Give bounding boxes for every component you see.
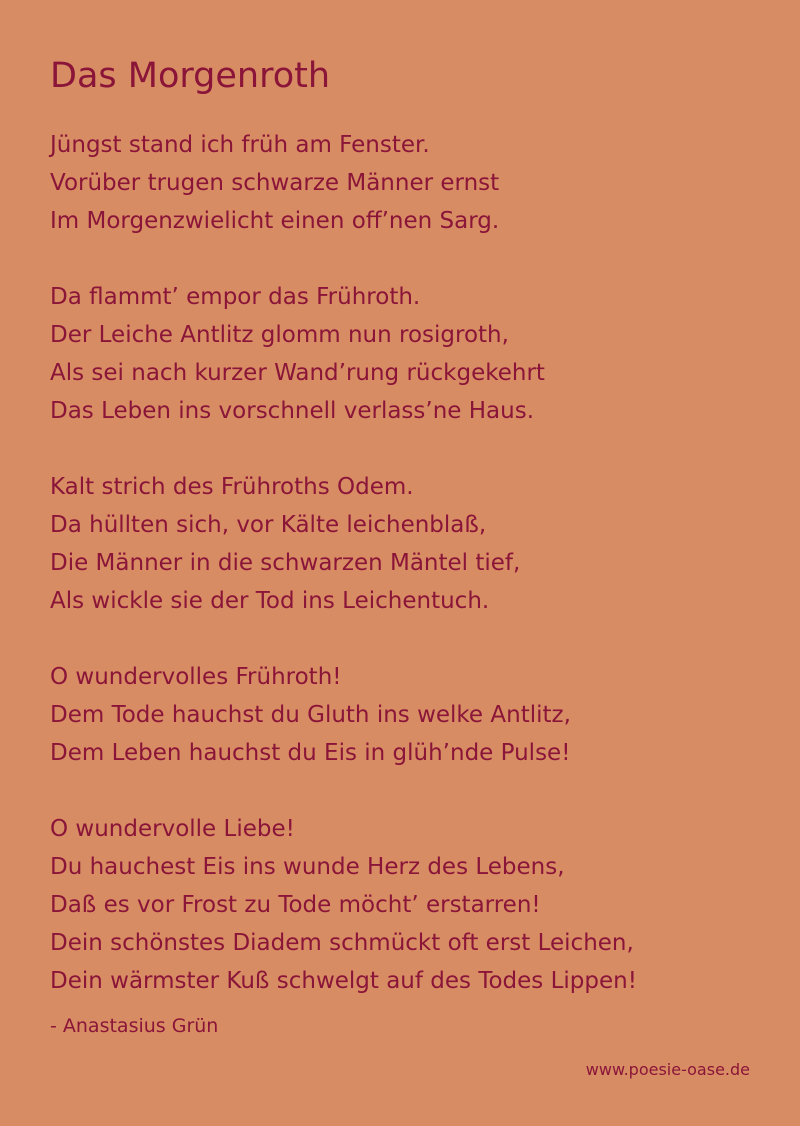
poem-line: Da hüllten sich, vor Kälte leichenblaß,	[50, 512, 487, 538]
poem-line: Dein wärmster Kuß schwelgt auf des Todes Lippen!	[50, 968, 637, 994]
poem-line: Im Morgenzwielicht einen off’nen Sarg.	[50, 208, 500, 234]
poem-line: O wundervolle Liebe!	[50, 816, 295, 842]
poem-line: Kalt strich des Frühroths Odem.	[50, 474, 414, 500]
stanza-2	[50, 278, 770, 430]
poem-line: Als sei nach kurzer Wand’rung rückgekehrt	[50, 360, 545, 386]
poem-line: Da flammt’ empor das Frühroth.	[50, 284, 421, 310]
poem-line: Vorüber trugen schwarze Männer ernst	[50, 170, 500, 196]
poem-line: Als wickle sie der Tod ins Leichentuch.	[50, 588, 490, 614]
poem-line: Der Leiche Antlitz glomm nun rosigroth,	[50, 322, 509, 348]
poem-line: Dem Tode hauchst du Gluth ins welke Antlitz,	[50, 702, 571, 728]
website-link[interactable]: www.poesie-oase.de	[585, 1060, 750, 1079]
poem-line: O wundervolles Frühroth!	[50, 664, 342, 690]
stanza-3	[50, 468, 770, 620]
poem-line: Dein schönstes Diadem schmückt oft erst Leichen,	[50, 930, 634, 956]
stanza-4	[50, 658, 770, 772]
poem-line: Du hauchest Eis ins wunde Herz des Lebens,	[50, 854, 565, 880]
poem-line: Jüngst stand ich früh am Fenster.	[50, 132, 430, 158]
stanza-5	[50, 810, 770, 1000]
stanza-1	[50, 126, 770, 240]
poem-line: Dem Leben hauchst du Eis in glüh’nde Pulse!	[50, 740, 571, 766]
poem-author: - Anastasius Grün	[50, 1015, 219, 1037]
poem-line: Das Leben ins vorschnell verlass’ne Haus.	[50, 398, 534, 424]
poem-line: Die Männer in die schwarzen Mäntel tief,	[50, 550, 521, 576]
poem-line: Daß es vor Frost zu Tode möcht’ erstarren!	[50, 892, 541, 918]
poem-title: Das Morgenroth	[50, 56, 331, 96]
poem-body	[50, 126, 770, 1038]
